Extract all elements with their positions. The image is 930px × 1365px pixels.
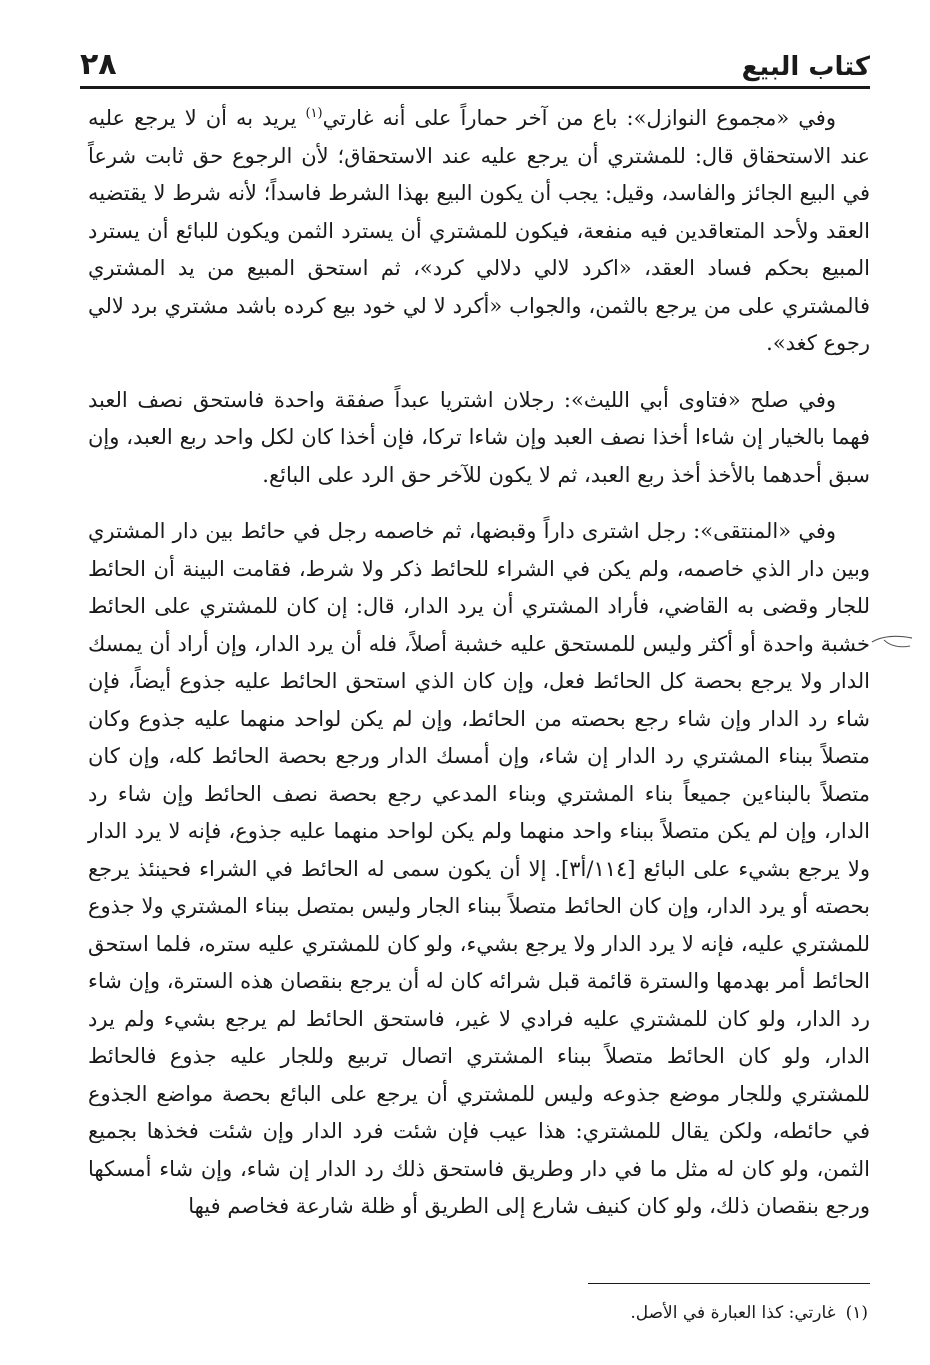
paragraph-al-muntaqa: وفي «المنتقى»: رجل اشترى داراً وقبضها، ثم خاصمه رجل في حائط بين دار المشتري وبين دار الذي خاصمه، ولم يكن في الشراء للحائط ذكر ولا شرط، فقامت البينة أن الحائط للجار وقضى به القاضي، فأراد المشتري أن يرد الدار، قال: إن كان للمشتري على الحائط خشبة واحدة أو أكثر وليس للمستحق عليه خشبة أصلاً، فله أن يرد الدار، وإن أراد أن يمسك الدار ولا يرجع بحصة كل الحائط فعل، وإن كان الذي استحق الحائط عليه جذوع أيضاً، فإن شاء رد الدار وإن شاء رجع بحصته من الحائط، وإن لم يكن لواحد منهما عليه جذوع وكان متصلاً ببناء المشتري رد الدار إن شاء، وإن أمسك الدار ورجع بحصة الحائط كله، وإن كان متصلاً بالبناءين جميعاً بناء المشتري وبناء المدعي رجع بحصة نصف الحائط وإن شاء رد الدار، وإن لم يكن متصلاً ببناء واحد منهما ولم يكن لواحد منهما عليه جذوع، فإنه لا يرد الدار ولا يرجع بشيء على البائع [١١٤/أ٣]. إلا أن يكون سمى له الحائط في الشراء فحينئذ يرجع بحصته أو يرد الدار، وإن كان الحائط متصلاً ببناء الجار وليس بمتصل ببناء المشتري ولا جذوع للمشتري عليه، فإنه لا يرد الدار ولا يرجع بشيء، ولو كان للمشتري عليه ستره، فلما استحق الحائط أمر بهدمها والسترة قائمة قبل شرائه كان له أن يرجع بنقصان هذه السترة، وإن شاء رد الدار، ولو كان للمشتري عليه فرادي لا غير، فاستحق الحائط لم يرجع بشيء ولم يرد الدار، ولو كان الحائط متصلاً ببناء المشتري اتصال تربيع وللجار عليه جذوع فالحائط للمشتري وللجار موضع جذوعه وليس للمشتري أن يرجع على البائع بحصة مواضع الجذوع في حائطه، ولكن يقال للمشتري: هذا عيب فإن شئت فرد الدار وإن شئت فخذها بجميع الثمن، ولو كان له مثل ما في دار وطريق فاستحق ذلك رد الدار إن شاء، وإن شاء أمسكها ورجع بنقصان ذلك، ولو كان كنيف شارع إلى الطريق أو ظلة شارعة فخاصم فيها <box>88 519 870 1218</box>
running-title: كتاب البيع <box>741 52 870 82</box>
footnote-text: غارتي: كذا العبارة في الأصل. <box>630 1303 836 1323</box>
paragraph-text: وفي «مجموع النوازل»: باع من آخر حماراً على أنه غارتي <box>322 106 836 130</box>
footnote-rule <box>588 1283 870 1284</box>
page-number: ٢٨ <box>80 47 117 82</box>
footnote-marker: (١) <box>845 1303 868 1323</box>
footnote <box>88 1300 868 1326</box>
paragraph-fatawa-abi-al-layth: وفي صلح «فتاوى أبي الليث»: رجلان اشتريا عبداً صفقة واحدة فاستحق نصف العبد فهما بالخيار إن شاءا أخذا نصف العبد وإن شاءا تركا، فإن أخذا كان لكل واحد ربع العبد، وإن سبق أحدهما بالأخذ أخذ ربع العبد، ثم لا يكون للآخر حق الرد على البائع. <box>88 387 870 487</box>
paragraph-text: يريد به أن لا يرجع عليه عند الاستحقاق قال: للمشتري أن يرجع عليه عند الاستحقاق؛ لأن الرجوع حق ثابت شرعاً في البيع الجائز والفاسد، وقيل: يجب أن يكون البيع بهذا الشرط فاسداً؛ لأنه شرط لا يقتضيه العقد ولأحد المتعاقدين فيه منفعة، فيكون للمشتري أن يسترد الثمن ويكون للبائع أن يسترد المبيع بحكم فساد العقد، «اكرد لالي دلالي كرد»، ثم استحق المبيع من يد المشتري فالمشتري على من يرجع بالثمن، والجواب «أكرد لا لي خود بيع كرده باشد مشتري برد لالي رجوع كغد». <box>88 106 870 355</box>
paragraph-majmu-al-nawazil <box>88 100 870 363</box>
header-rule <box>80 86 870 89</box>
margin-pen-mark <box>870 632 914 652</box>
page-header <box>80 30 870 80</box>
footnote-reference: (١) <box>305 106 323 121</box>
body-text <box>88 100 870 1226</box>
